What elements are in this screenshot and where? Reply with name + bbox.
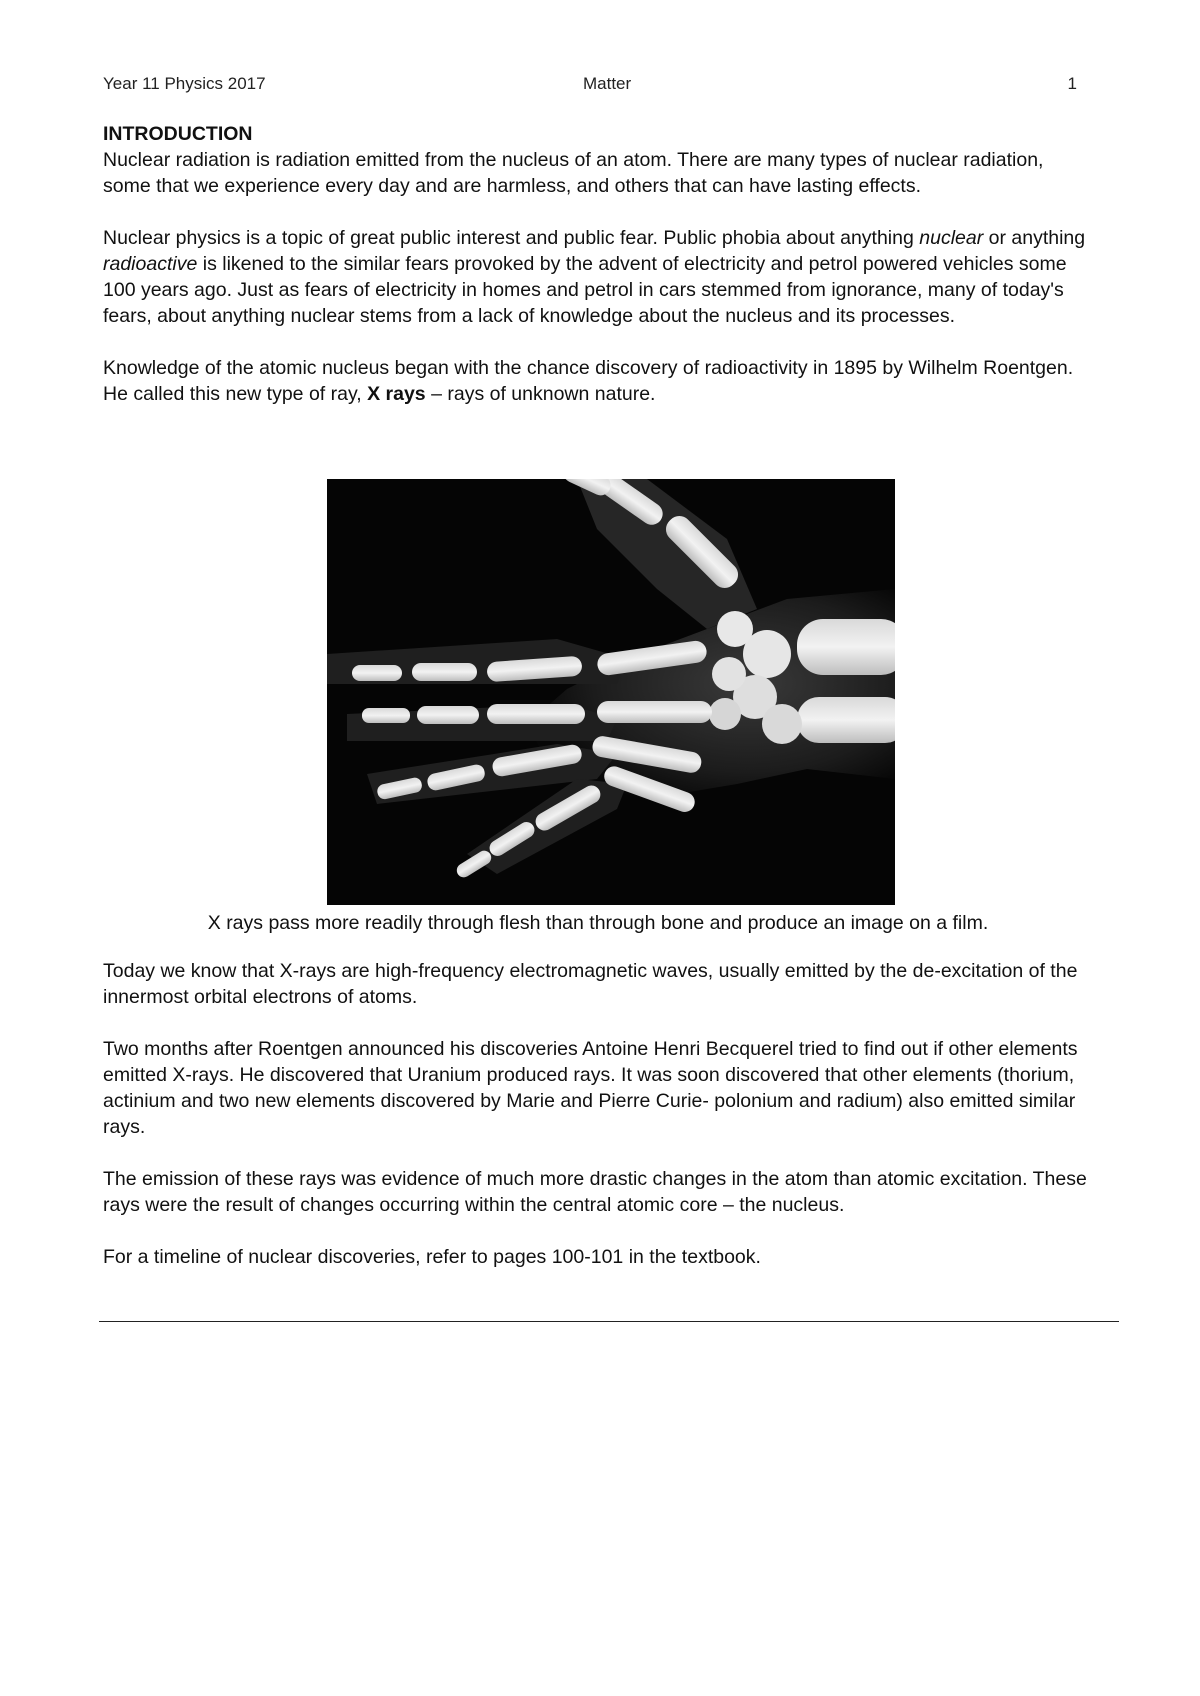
paragraph-5: Two months after Roentgen announced his discoveries Antoine Henri Becquerel tried to find out if other elements emitted X-rays. He discovered that Uranium produced rays. It was soon discovered that other elements (thorium, actinium and two new elements discovered by Marie and Pierre Curie- polonium and radium) also emitted similar rays. <box>103 1038 1078 1138</box>
emphasis-nuclear: nuclear <box>919 227 984 249</box>
header-page-number: 1 <box>1067 74 1077 93</box>
hand-xray-image <box>327 479 895 905</box>
figure-caption: X rays pass more readily through flesh than through bone and produce an image on a film. <box>207 912 989 934</box>
paragraph-2-text-c: is likened to the similar fears provoked by the advent of electricity and petrol powered vehicles some 100 years ago. Just as fears of electricity in homes and petrol in cars stemmed from ignorance, many of today's fears, about anything nuclear stems from a lack of knowledge about the nucleus and its processes. <box>103 253 1067 327</box>
paragraph-7: For a timeline of nuclear discoveries, refer to pages 100-101 in the textbook. <box>103 1246 761 1268</box>
paragraph-3-text-b: – rays of unknown nature. <box>425 383 656 405</box>
paragraph-2-text-b: or anything <box>983 227 1086 249</box>
paragraph-1: Nuclear radiation is radiation emitted from the nucleus of an atom. There are many types of nuclear radiation, some that we experience every day and are harmless, and others that can have lasting effects. <box>103 149 1044 197</box>
paragraph-2-text-a: Nuclear physics is a topic of great public interest and public fear. Public phobia about anything <box>103 227 920 249</box>
paragraph-3-text-a: Knowledge of the atomic nucleus began with the chance discovery of radioactivity in 1895 by Wilhelm Roentgen. He called this new type of ray, <box>103 357 1074 405</box>
page-header <box>103 74 1077 98</box>
intro-section <box>103 121 1093 433</box>
body-section <box>103 958 1093 1296</box>
paragraph-6: The emission of these rays was evidence of much more drastic changes in the atom than atomic excitation. These rays were the result of changes occurring within the central atomic core – the nucleus. <box>103 1168 1087 1216</box>
paragraph-3 <box>103 355 1093 407</box>
header-topic: Matter <box>583 74 632 93</box>
horizontal-rule <box>99 1321 1119 1322</box>
strong-x-rays: X rays <box>367 383 426 405</box>
paragraph-2 <box>103 225 1093 329</box>
section-heading: INTRODUCTION <box>103 123 253 145</box>
emphasis-radioactive: radioactive <box>103 253 198 275</box>
paragraph-4: Today we know that X-rays are high-frequency electromagnetic waves, usually emitted by the de-excitation of the innermost orbital electrons of atoms. <box>103 960 1078 1008</box>
header-course-title: Year 11 Physics 2017 <box>103 74 266 93</box>
